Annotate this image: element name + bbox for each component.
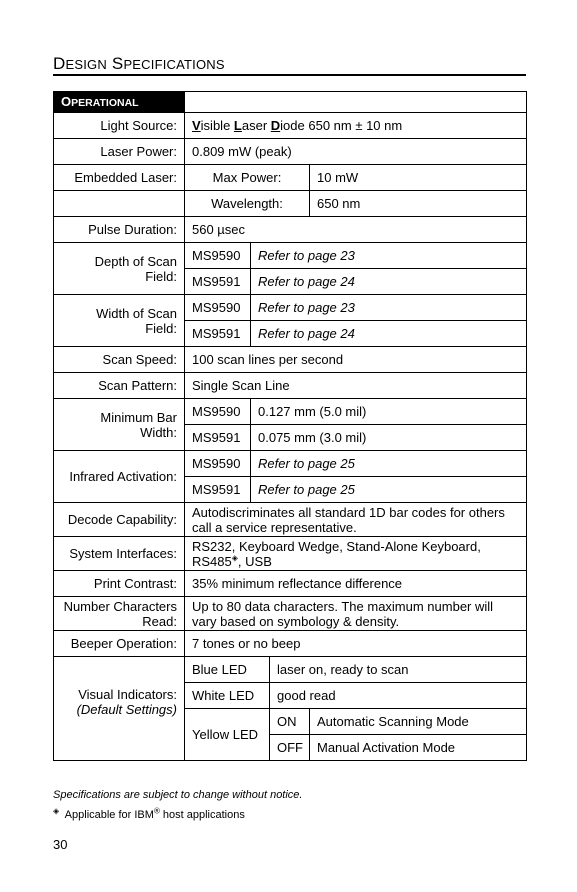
light-source-value: Visible Laser Diode 650 nm ± 10 nm — [185, 113, 527, 139]
row-interfaces: System Interfaces: RS232, Keyboard Wedge, Stand-Alone Keyboard, RS485◈, USB — [54, 537, 527, 571]
section-header: OPERATIONAL — [54, 92, 185, 113]
heading-rule — [53, 74, 526, 76]
row-beeper: Beeper Operation: 7 tones or no beep — [54, 631, 527, 657]
row-depth-2: MS9591 Refer to page 24 — [54, 269, 527, 295]
ibm-footnote: ◈ Applicable for IBM® host applications — [53, 806, 245, 821]
row-infrared-2: MS9591 Refer to page 25 — [54, 477, 527, 503]
row-light-source: Light Source: Visible Laser Diode 650 nm ± 10 nm — [54, 113, 527, 139]
row-min-bar-2: MS9591 0.075 mm (3.0 mil) — [54, 425, 527, 451]
row-scan-speed: Scan Speed: 100 scan lines per second — [54, 347, 527, 373]
row-decode: Decode Capability: Autodiscriminates all standard 1D bar codes for others call a service representative. — [54, 503, 527, 537]
row-laser-power: Laser Power: 0.809 mW (peak) — [54, 139, 527, 165]
row-embedded-laser: Embedded Laser: Max Power: 10 mW — [54, 165, 527, 191]
row-pulse-duration: Pulse Duration: 560 µsec — [54, 217, 527, 243]
row-wavelength: Wavelength: 650 nm — [54, 191, 527, 217]
row-blue-led: Visual Indicators: (Default Settings) Blue LED laser on, ready to scan — [54, 657, 527, 683]
row-num-chars: Number Characters Read: Up to 80 data characters. The maximum number will vary based on symbology & density. — [54, 597, 527, 631]
page-number: 30 — [53, 837, 68, 852]
page-heading: DESIGN SPECIFICATIONS — [53, 54, 225, 73]
row-width-1: Width of Scan Field: MS9590 Refer to page 23 — [54, 295, 527, 321]
row-infrared-1: Infrared Activation: MS9590 Refer to page 25 — [54, 451, 527, 477]
row-yellow-on: Yellow LED ON Automatic Scanning Mode — [54, 709, 527, 735]
spec-table — [53, 91, 527, 761]
row-print-contrast: Print Contrast: 35% minimum reflectance difference — [54, 571, 527, 597]
row-min-bar-1: Minimum Bar Width: MS9590 0.127 mm (5.0 mil) — [54, 399, 527, 425]
row-width-2: MS9591 Refer to page 24 — [54, 321, 527, 347]
change-notice: Specifications are subject to change without notice. — [53, 789, 303, 801]
row-depth-1: Depth of Scan Field: MS9590 Refer to page 23 — [54, 243, 527, 269]
row-scan-pattern: Scan Pattern: Single Scan Line — [54, 373, 527, 399]
row-yellow-off: OFF Manual Activation Mode — [54, 735, 527, 761]
row-white-led: White LED good read — [54, 683, 527, 709]
